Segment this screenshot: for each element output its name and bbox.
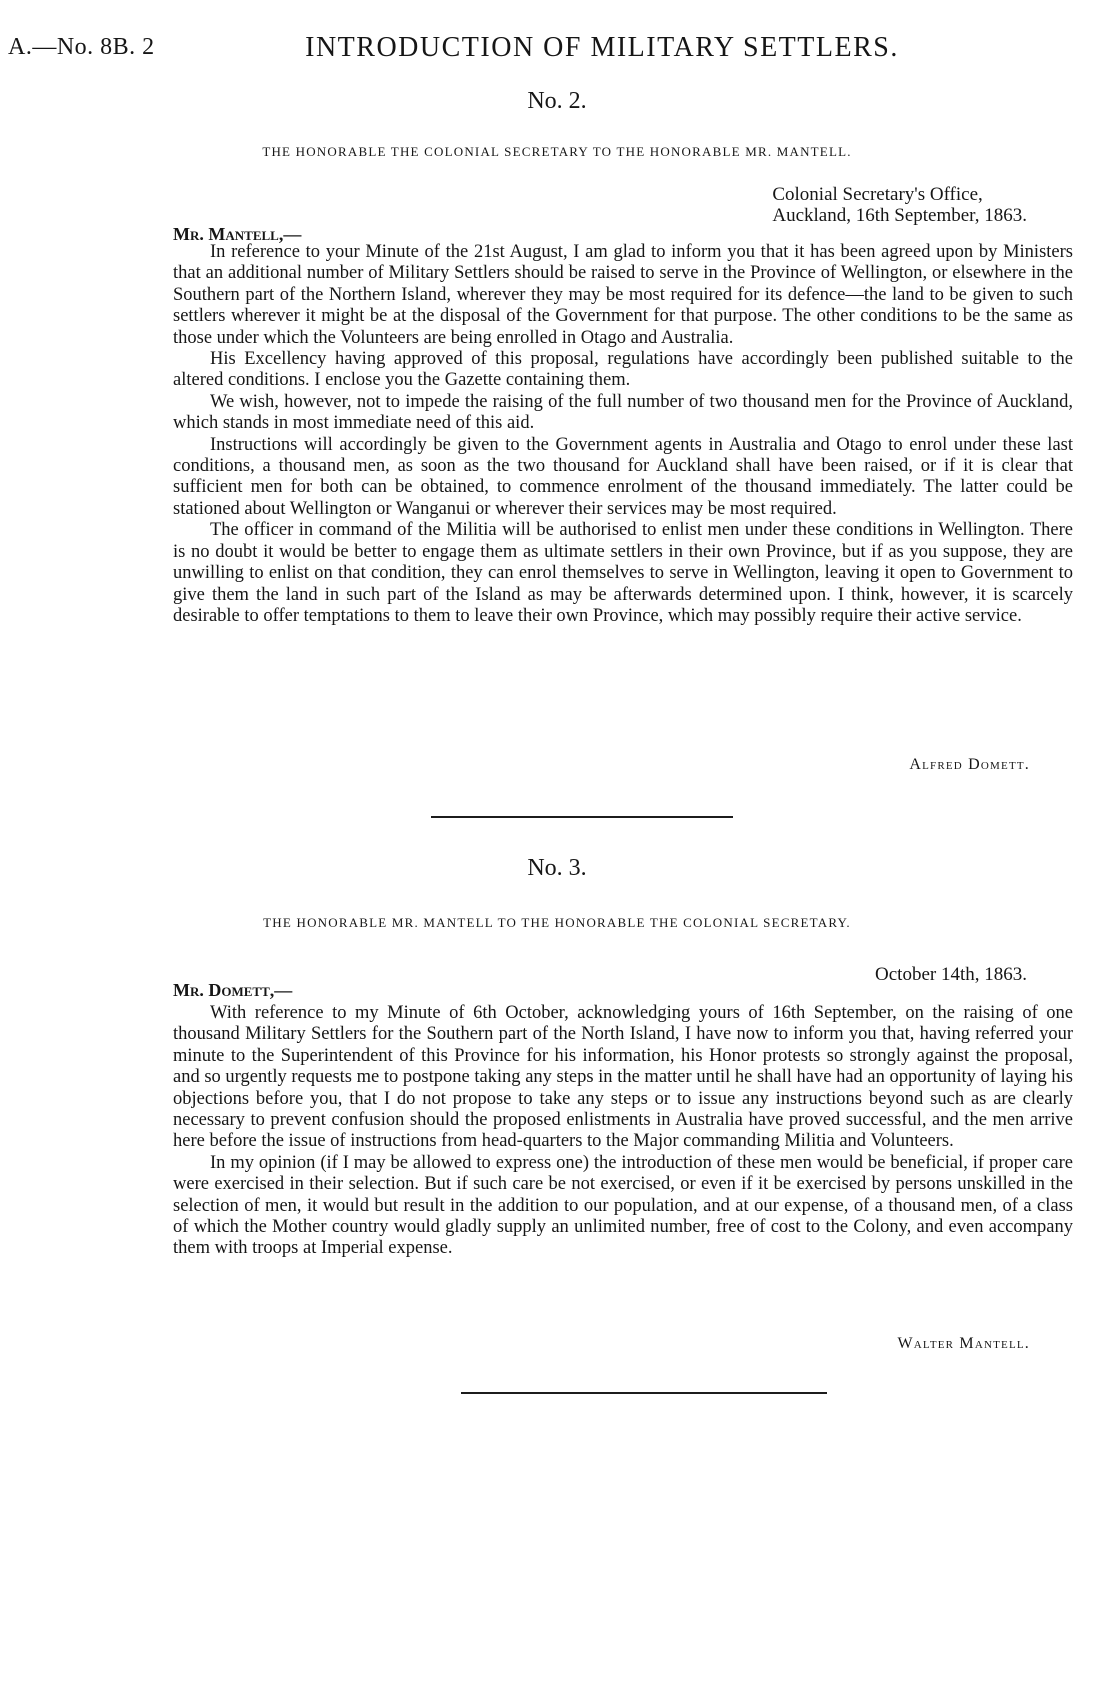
letter1-paragraph: The officer in command of the Militia will be authorised to enlist men under these conditions in Wellington. There is no doubt it would be better to engage them as ultimate settlers in their own Province, but if as you suppose, they are unwilling to enlist on that condition, they can enrol themselves to serve in Wellington, leaving it open to Government to give them the land in such part of the Island as may be afterwards determined upon. I think, however, it is scarcely desirable to offer temptations to them to leave their own Province, which may possibly require their active service. — [173, 520, 1073, 626]
letter1-address — [772, 184, 1027, 226]
letter1-address-line1: Colonial Secretary's Office, — [772, 184, 983, 205]
letter2-paragraph: In my opinion (if I may be allowed to express one) the introduction of these men would be beneficial, if proper care were exercised in their selection. But if such care be not exercised, or even if it be exercised by persons unskilled in the selection of men, it would but result in the addition to our population, and at our expense, of a thousand men, of a class of which the Mother country would gladly supply an unlimited number, free of cost to the Colony, and even accompany them with troops at Imperial expense. — [173, 1152, 1073, 1259]
letter2-salutation: Mr. Domett,— — [173, 980, 293, 1000]
letter1-signature: Alfred Domett. — [909, 756, 1030, 773]
letter1-paragraph: His Excellency having approved of this proposal, regulations have accordingly been published suitable to the altered conditions. I enclose you the Gazette containing them. — [173, 349, 1073, 391]
letter1-body — [173, 242, 1073, 627]
letter2-date: October 14th, 1863. — [875, 964, 1027, 985]
section-divider — [431, 816, 733, 818]
letter2-body — [173, 1003, 1073, 1260]
end-divider — [461, 1392, 827, 1394]
letter2-number: No. 3. — [527, 855, 587, 881]
letter1-salutation: Mr. Mantell,— — [173, 224, 302, 244]
page-reference: A.—No. 8B. 2 — [8, 34, 155, 60]
letter2-signature: Walter Mantell. — [897, 1335, 1030, 1352]
letter1-heading: THE HONORABLE THE COLONIAL SECRETARY TO THE HONORABLE MR. MANTELL. — [262, 144, 852, 159]
letter1-address-line2: Auckland, 16th September, 1863. — [772, 205, 1027, 226]
letter2-paragraph: With reference to my Minute of 6th October, acknowledging yours of 16th September, on the raising of one thousand Military Settlers for the Southern part of the North Island, I have now to inform you that, having referred your minute to the Superintendent of this Province for his information, his Honor protests so strongly against the proposal, and so urgently requests me to postpone taking any steps in the matter until he shall have had an opportunity of laying his objections before you, that I do not propose to take any steps or to issue any instructions beyond such as are clearly necessary to prevent confusion should the proposed enlistments in Australia have proved successful, and the men arrive here before the issue of instructions from head-quarters to the Major commanding Militia and Volunteers. — [173, 1003, 1073, 1152]
letter1-number: No. 2. — [527, 88, 587, 114]
letter1-paragraph: We wish, however, not to impede the raising of the full number of two thousand men for the Province of Auckland, which stands in most immediate need of this aid. — [173, 391, 1073, 434]
letter2-heading: THE HONORABLE MR. MANTELL TO THE HONORABLE THE COLONIAL SECRETARY. — [263, 915, 851, 930]
letter1-paragraph: In reference to your Minute of the 21st August, I am glad to inform you that it has been agreed upon by Ministers that an additional number of Military Settlers should be raised to serve in the Province of Wellington, or elsewhere in the Southern part of the Northern Island, wherever they may be most required for its defence—the land to be given to such settlers wherever it might be at the disposal of the Government for that purpose. The other conditions to be the same as those under which the Volunteers are being enrolled in Otago and Australia. — [173, 242, 1073, 348]
letter1-paragraph: Instructions will accordingly be given to the Government agents in Australia and Otago to enrol under these last conditions, a thousand men, as soon as the two thousand for Auckland shall have been raised, or if it is clear that sufficient men for both can be obtained, to commence enrolment of the thousand immediately. The latter could be stationed about Wellington or Wanganui or wherever their services may be most required. — [173, 434, 1073, 519]
page-title: INTRODUCTION OF MILITARY SETTLERS. — [305, 32, 899, 63]
